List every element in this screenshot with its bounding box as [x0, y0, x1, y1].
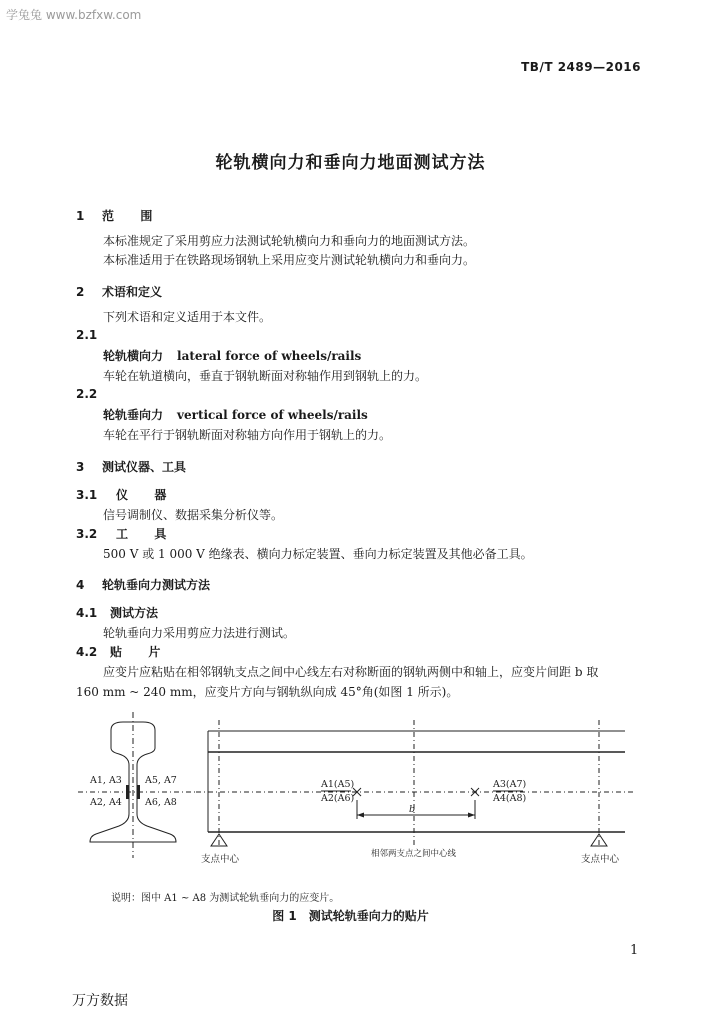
section-number: 1 — [76, 209, 85, 223]
term-cn: 轮轨横向力 — [103, 349, 164, 363]
term-en: lateral force of wheels/rails — [177, 349, 362, 363]
label-a2a4: A2, A4 — [90, 797, 122, 808]
figure-note: 说明：图中 A1 ~ A8 为测试轮轨垂向力的应变片。 — [111, 893, 340, 904]
watermark: 学兔兔 www.bzfxw.com — [6, 8, 142, 22]
section-number: 2 — [76, 285, 85, 299]
section-title: 术语和定义 — [102, 285, 163, 299]
label-g1-bottom: A2(A6) — [321, 793, 355, 804]
subsection-title: 仪器 — [116, 488, 193, 502]
term-cn: 轮轨垂向力 — [103, 408, 164, 422]
subsection-number: 4.1 — [76, 606, 98, 620]
document-title: 轮轨横向力和垂向力地面测试方法 — [215, 153, 486, 173]
label-a5a7: A5, A7 — [145, 775, 177, 786]
term-definition: 车轮在平行于钢轨断面对称轴方向作用于钢轨上的力。 — [103, 428, 392, 442]
paragraph-continued: 160 mm ~ 240 mm，应变片方向与钢轨纵向成 45°角(如图 1 所示)。 — [76, 685, 459, 699]
label-support-left: 支点中心 — [201, 854, 240, 865]
section-title: 范围 — [102, 209, 179, 223]
section-title: 轮轨垂向力测试方法 — [102, 578, 211, 592]
strain-gauge-right — [137, 785, 140, 799]
term-number: 2.2 — [76, 387, 98, 401]
label-g2-top: A3(A7) — [493, 779, 527, 790]
section-number: 3 — [76, 460, 85, 474]
label-a1a3: A1, A3 — [90, 775, 122, 786]
section-number: 4 — [76, 578, 85, 592]
label-b: b — [409, 804, 416, 815]
subsection-title: 贴片 — [110, 645, 187, 659]
paragraph: 轮轨垂向力采用剪应力法进行测试。 — [103, 626, 296, 640]
subsection-title: 工具 — [116, 527, 193, 541]
label-center-line: 相邻两支点之间中心线 — [371, 849, 457, 859]
subsection-title: 测试方法 — [110, 606, 159, 620]
dim-arrow-right — [468, 813, 475, 818]
paragraph: 本标准规定了采用剪应力法测试轮轨横向力和垂向力的地面测试方法。 — [103, 234, 476, 248]
term-en: vertical force of wheels/rails — [177, 408, 368, 422]
subsection-number: 4.2 — [76, 645, 98, 659]
strain-gauge-left — [126, 785, 129, 799]
section-title: 测试仪器、工具 — [102, 460, 187, 474]
paragraph: 500 V 或 1 000 V 绝缘表、横向力标定装置、垂向力标定装置及其他必备工具。 — [103, 547, 533, 561]
paragraph: 下列术语和定义适用于本文件。 — [103, 310, 272, 324]
label-g1-top: A1(A5) — [321, 779, 355, 790]
footer-source: 万方数据 — [72, 993, 128, 1009]
paragraph: 本标准适用于在铁路现场钢轨上采用应变片测试轮轨横向力和垂向力。 — [103, 253, 476, 267]
page-number: 1 — [630, 943, 639, 958]
subsection-number: 3.1 — [76, 488, 98, 502]
label-support-right: 支点中心 — [581, 854, 620, 865]
subsection-number: 3.2 — [76, 527, 98, 541]
label-g2-bottom: A4(A8) — [493, 793, 527, 804]
term-definition: 车轮在轨道横向，垂直于钢轨断面对称轴作用到钢轨上的力。 — [103, 369, 428, 383]
figure-caption: 图 1 测试轮轨垂向力的贴片 — [272, 909, 429, 923]
term-number: 2.1 — [76, 328, 98, 342]
label-a6a8: A6, A8 — [145, 797, 177, 808]
paragraph: 应变片应粘贴在相邻钢轨支点之间中心线左右对称断面的钢轨两侧中和轴上，应变片间距 b 取 — [103, 665, 599, 679]
standard-number: TB/T 2489—2016 — [521, 60, 641, 74]
dim-arrow-left — [357, 813, 364, 818]
paragraph: 信号调制仪、数据采集分析仪等。 — [103, 508, 284, 522]
